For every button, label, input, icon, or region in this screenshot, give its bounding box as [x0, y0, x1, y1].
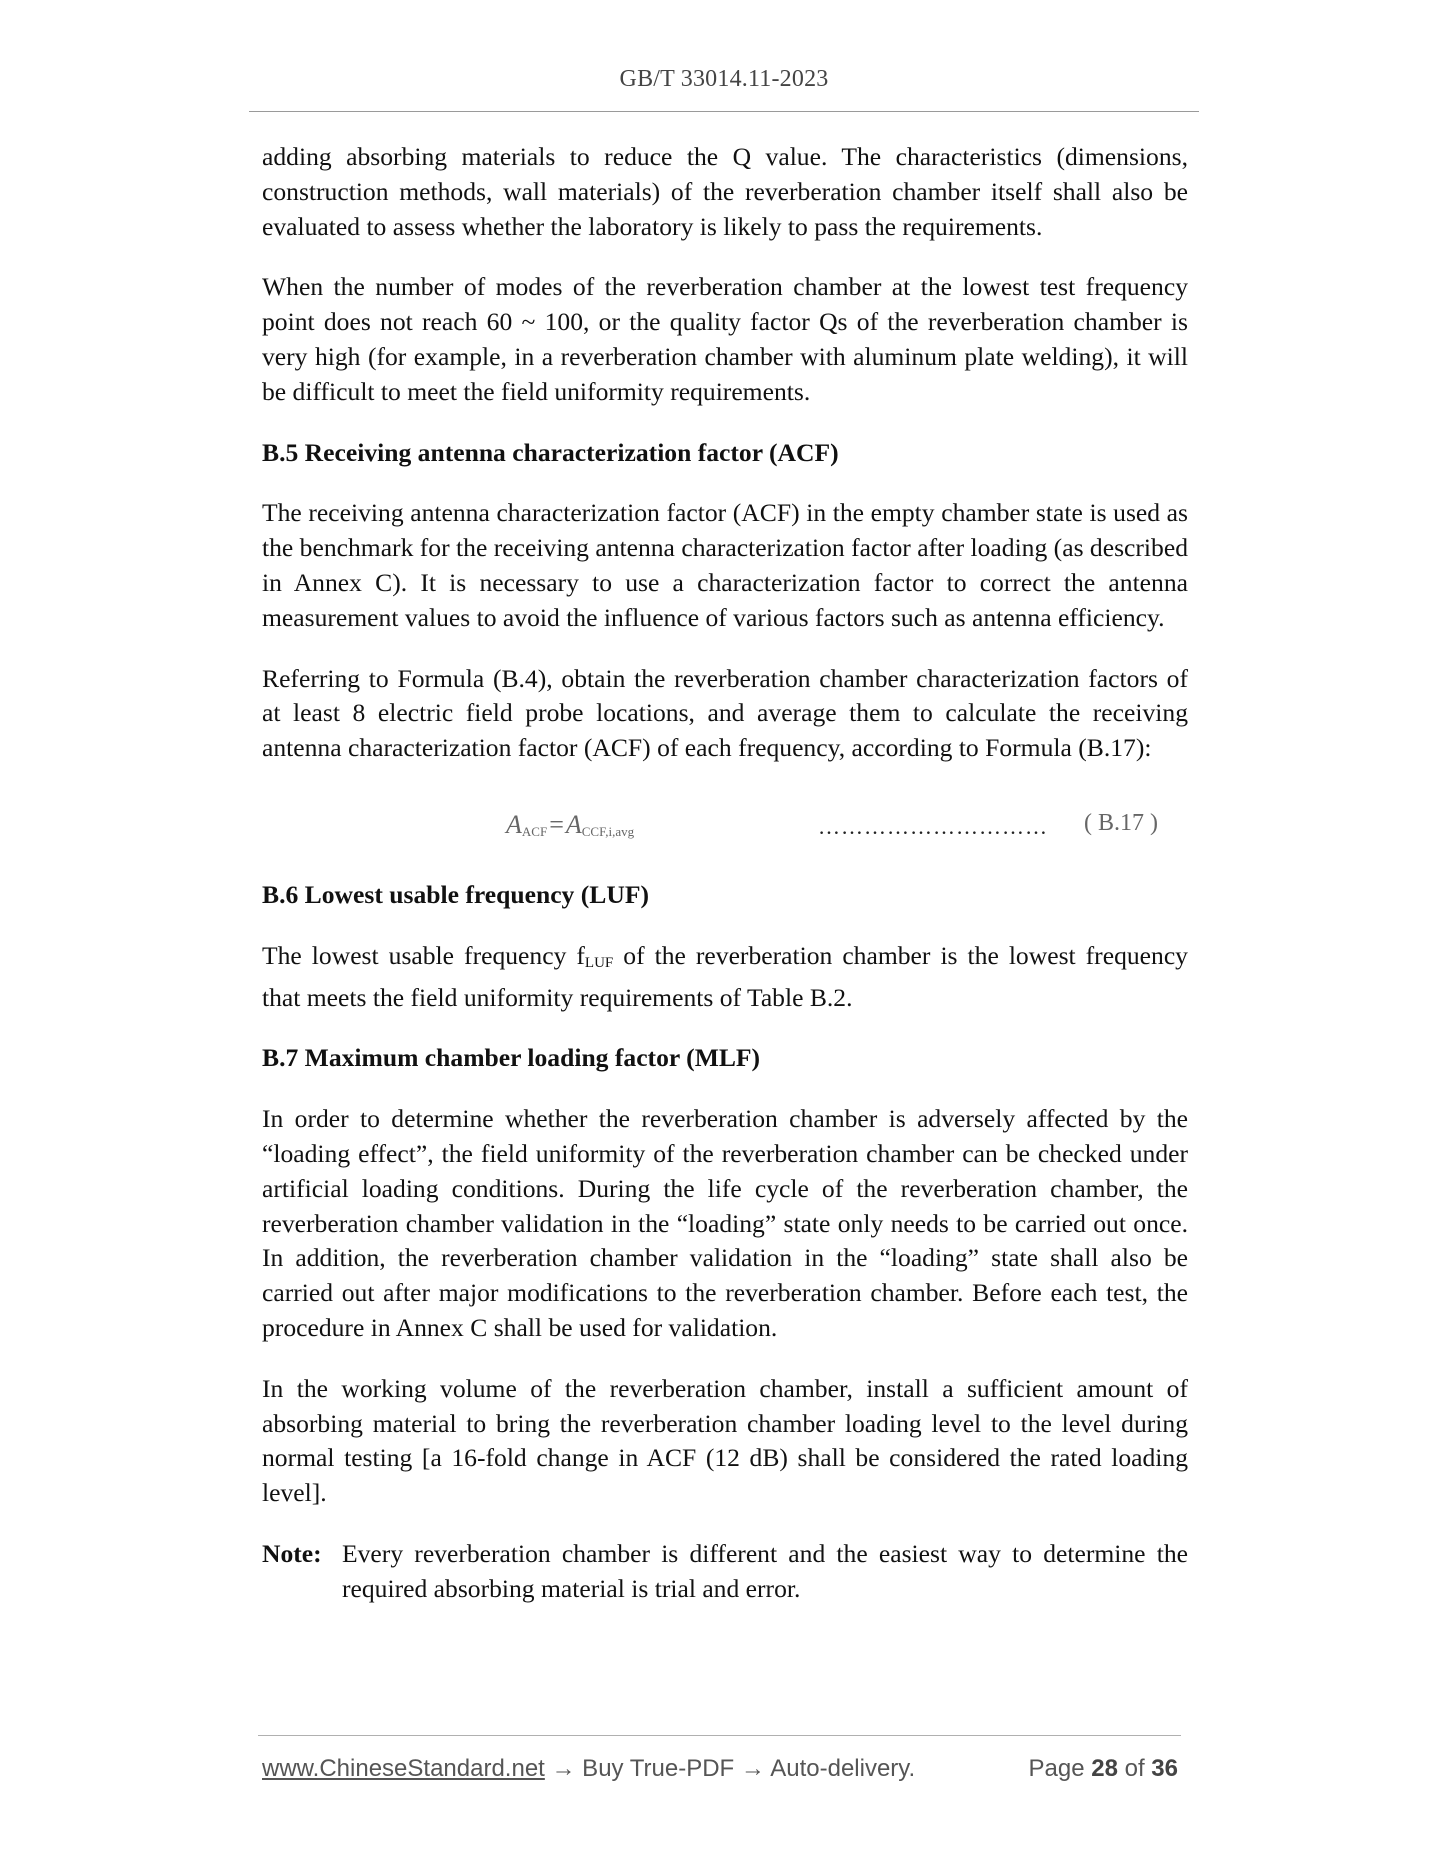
formula-rhs-sub: CCF,i,avg	[581, 823, 635, 839]
paragraph-loading-effect: In order to determine whether the reverberation chamber is adversely affected by the “loading effect”, the field uniformity of the reverberation chamber can be checked under artificial loading conditions. During the life cycle of the reverberation chamber, the reverberation chamber validation in the “loading” state only needs to be carried out once. In addition, the reverberation chamber validation in the “loading” state shall also be carried out after major modifications to the reverberation chamber. Before each test, the procedure in Annex C shall be used for validation.	[262, 1104, 1188, 1342]
section-heading-b5: B.5 Receiving antenna characterization factor (ACF)	[262, 437, 839, 467]
paragraph-intro: adding absorbing materials to reduce the Q value. The characteristics (dimensions, construction methods, wall materials) of the reverberation chamber itself shall also be evaluated to assess whether the laboratory is likely to pass the requirements.	[262, 142, 1188, 241]
document-header-id: GB/T 33014.11-2023	[619, 66, 829, 92]
luf-text-post: of the reverberation chamber is the lowest frequency that meets the field uniformity requirements of Table B.2.	[262, 940, 1188, 1012]
paragraph-absorbing-material: In the working volume of the reverberation chamber, install a sufficient amount of absorbing material to bring the reverberation chamber loading level to the level during normal testing [a 16-fold change in ACF (12 dB) shall be considered the rated loading level].	[262, 1373, 1188, 1508]
formula-expression	[506, 810, 634, 840]
luf-subscript: LUF	[584, 954, 614, 971]
footer-page-indicator	[1029, 1755, 1179, 1783]
footer-total-pages: 36	[1151, 1755, 1178, 1782]
formula-lhs-var: A	[506, 809, 522, 839]
formula-rhs-var: A	[565, 809, 582, 839]
section-heading-b7: B.7 Maximum chamber loading factor (MLF)	[262, 1043, 761, 1073]
footer-website-link[interactable]: www.ChineseStandard.net	[262, 1755, 545, 1782]
formula-equals: =	[549, 809, 564, 839]
luf-text-pre: The lowest usable frequency f	[262, 940, 585, 970]
footer-divider	[258, 1735, 1181, 1736]
section-heading-b6: B.6 Lowest usable frequency (LUF)	[262, 879, 649, 909]
note-block	[262, 1537, 1188, 1607]
note-text: Every reverberation chamber is different and the easiest way to determine the required absorbing material is trial and error.	[342, 1538, 1188, 1603]
page-footer	[262, 1755, 1178, 1783]
formula-lhs-sub: ACF	[521, 823, 548, 839]
paragraph-modes: When the number of modes of the reverberation chamber at the lowest test frequency point does not reach 60 ~ 100, or the quality factor Qs of the reverberation chamber is very high (for example, in a reverberation chamber with aluminum plate welding), it will be difficult to meet the field uniformity requirements.	[262, 272, 1188, 406]
header-divider	[249, 111, 1199, 112]
formula-b17	[262, 810, 1188, 852]
formula-number: ( B.17 )	[1084, 809, 1158, 836]
paragraph-acf-benchmark: The receiving antenna characterization factor (ACF) in the empty chamber state is used as the benchmark for the receiving antenna characterization factor after loading (as described in Annex C). It is necessary to use a characterization factor to correct the antenna measurement values to avoid the influence of various factors such as antenna efficiency.	[262, 498, 1188, 632]
paragraph-acf-formula-ref: Referring to Formula (B.4), obtain the reverberation chamber characterization factors of at least 8 electric field probe locations, and average them to calculate the receiving antenna characterization factor (ACF) of each frequency, according to Formula (B.17):	[262, 663, 1188, 763]
paragraph-luf	[262, 939, 1188, 1016]
footer-of-word: of	[1124, 1755, 1145, 1782]
formula-leader-dots: …………………………	[818, 813, 1048, 839]
note-label: Note:	[262, 1538, 322, 1568]
footer-purchase-text: → Buy True-PDF → Auto-delivery.	[544, 1755, 916, 1782]
footer-page-word: Page	[1028, 1755, 1085, 1782]
footer-page-number: 28	[1091, 1755, 1118, 1782]
document-body	[262, 140, 1188, 1607]
